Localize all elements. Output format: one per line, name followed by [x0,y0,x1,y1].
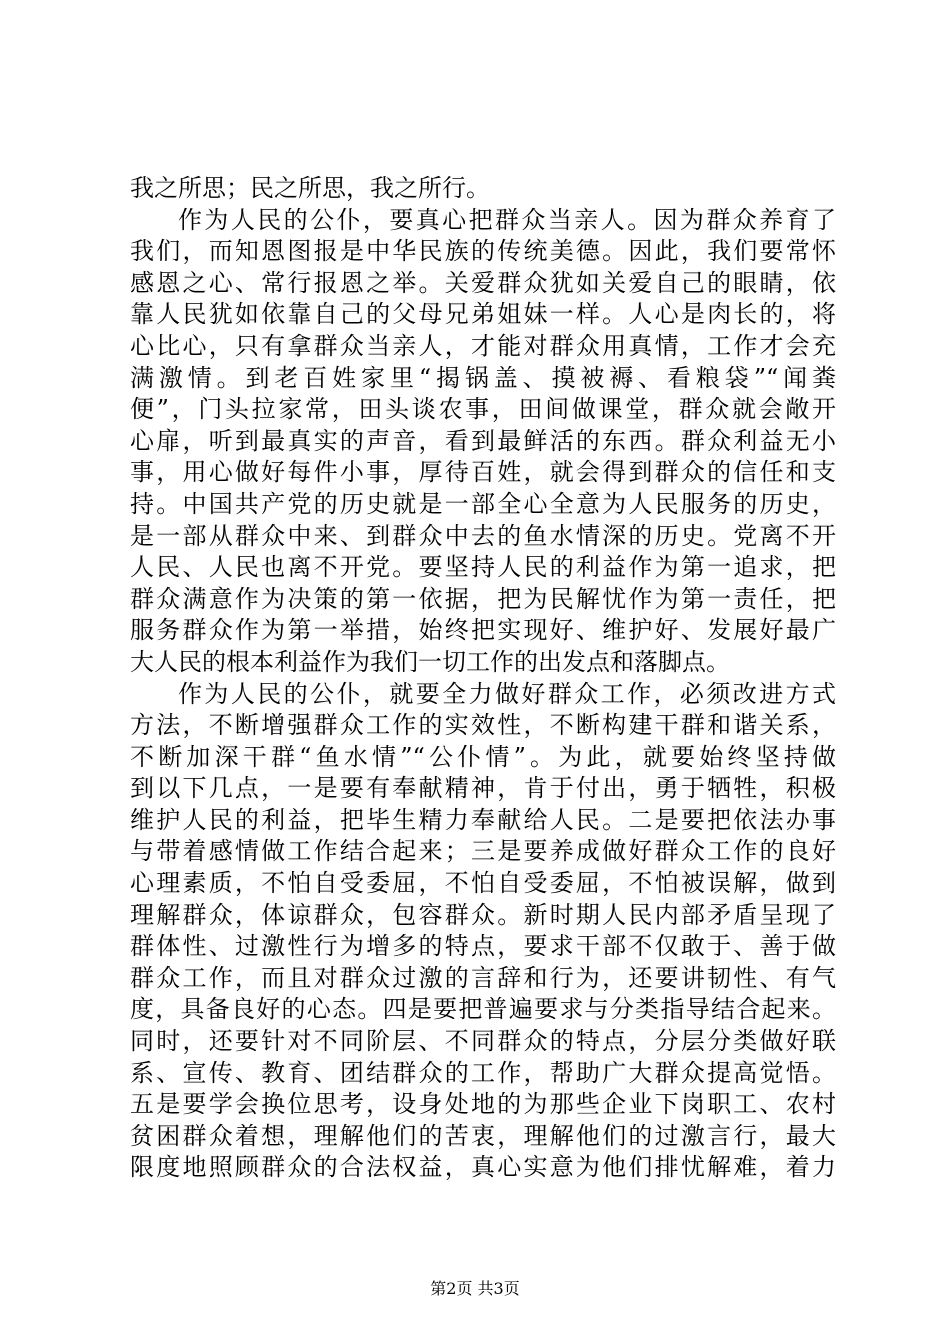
text-line: 感恩之心、常行报恩之举。关爱群众犹如关爱自己的眼睛，依 [130,268,836,297]
text-line: 心比心，只有拿群众当亲人，才能对群众用真情，工作才会充 [130,331,836,360]
document-body [130,173,836,1184]
text-line: 限度地照顾群众的合法权益，真心实意为他们排忧解难，着力 [130,1153,836,1182]
text-line: 不断加深干群“鱼水情”“公仆情”。为此，就要始终坚持做 [130,742,836,771]
paragraph [130,679,836,1185]
text-line: 五是要学会换位思考，设身处地的为那些企业下岗职工、农村 [130,1090,836,1119]
text-line: 群众满意作为决策的第一依据，把为民解忧作为第一责任，把 [130,584,836,613]
text-line: 同时，还要针对不同阶层、不同群众的特点，分层分类做好联 [130,1027,836,1056]
text-line: 持。中国共产党的历史就是一部全心全意为人民服务的历史， [130,489,836,518]
paragraph [130,205,836,679]
text-line: 贫困群众着想，理解他们的苦衷，理解他们的过激言行，最大 [130,1121,836,1150]
text-line: 到以下几点，一是要有奉献精神，肯于付出，勇于牺牲，积极 [130,774,836,803]
text-line: 便”，门头拉家常，田头谈农事，田间做课堂，群众就会敞开 [130,395,836,424]
text-line: 我之所思；民之所思，我之所行。 [130,174,490,202]
text-line: 是一部从群众中来、到群众中去的鱼水情深的历史。党离不开 [130,521,836,550]
text-line: 事，用心做好每件小事，厚待百姓，就会得到群众的信任和支 [130,458,836,487]
page-number: 第2页 共3页 [430,1279,520,1298]
text-line: 维护人民的利益，把毕生精力奉献给人民。二是要把依法办事 [130,805,836,834]
text-line: 群体性、过激性行为增多的特点，要求干部不仅敢于、善于做 [130,932,836,961]
text-line: 人民、人民也离不开党。要坚持人民的利益作为第一追求，把 [130,553,836,582]
text-line: 群众工作，而且对群众过激的言辞和行为，还要讲韧性、有气 [130,963,836,992]
text-line: 与带着感情做工作结合起来；三是要养成做好群众工作的良好 [130,837,836,866]
text-line: 我们，而知恩图报是中华民族的传统美德。因此，我们要常怀 [130,237,836,266]
text-line: 心理素质，不怕自受委屈，不怕自受委屈，不怕被误解，做到 [130,869,836,898]
text-line: 大人民的根本利益作为我们一切工作的出发点和落脚点。 [130,647,730,676]
text-line: 靠人民犹如依靠自己的父母兄弟姐妹一样。人心是肉长的，将 [130,300,836,329]
text-line: 服务群众作为第一举措，始终把实现好、维护好、发展好最广 [130,616,836,645]
text-line: 心扉，听到最真实的声音，看到最鲜活的东西。群众利益无小 [130,426,836,455]
text-line: 理解群众，体谅群众，包容群众。新时期人民内部矛盾呈现了 [130,900,836,929]
text-line: 满激情。到老百姓家里“揭锅盖、摸被褥、看粮袋”“闻粪 [130,363,836,392]
text-line: 作为人民的公仆，要真心把群众当亲人。因为群众养育了 [178,205,836,234]
text-line: 作为人民的公仆，就要全力做好群众工作，必须改进方式 [178,679,836,708]
text-line: 系、宣传、教育、团结群众的工作，帮助广大群众提高觉悟。 [130,1058,836,1087]
paragraph [130,173,836,205]
text-line: 度，具备良好的心态。四是要把普遍要求与分类指导结合起来。 [130,995,836,1024]
text-line: 方法，不断增强群众工作的实效性，不断构建干群和谐关系， [130,711,836,740]
